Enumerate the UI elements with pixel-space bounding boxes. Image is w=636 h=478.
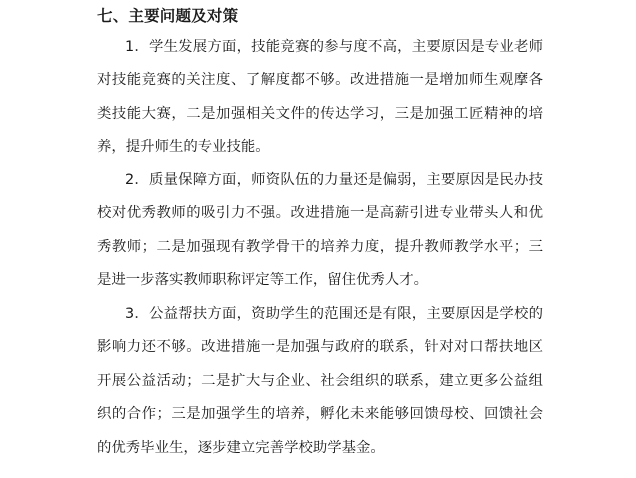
paragraph-student-development: 1．学生发展方面，技能竞赛的参与度不高，主要原因是专业老师对技能竞赛的关注度、了解度都不够。改进措施一是增加师生观摩各类技能大赛，二是加强相关文件的传达学习，三是加强工匠精神的培养，提升师生的专业技能。	[97, 39, 543, 156]
paragraph-public-welfare: 3．公益帮扶方面，资助学生的范围还是有限，主要原因是学校的影响力还不够。改进措施一是加强与政府的联系，针对对口帮扶地区开展公益活动；二是扩大与企业、社会组织的联系，建立更多公益组织的合作；三是加强学生的培养，孵化未来能够回馈母校、回馈社会的优秀毕业生，逐步建立完善学校助学基金。	[97, 306, 543, 456]
section-heading: 七、主要问题及对策	[97, 7, 239, 25]
paragraph-quality-assurance: 2．质量保障方面，师资队伍的力量还是偏弱，主要原因是民办技校对优秀教师的吸引力不强。改进措施一是高薪引进专业带头人和优秀教师；二是加强现有教学骨干的培养力度，提升教师教学水平；三是进一步落实教师职称评定等工作，留住优秀人才。	[97, 172, 543, 289]
